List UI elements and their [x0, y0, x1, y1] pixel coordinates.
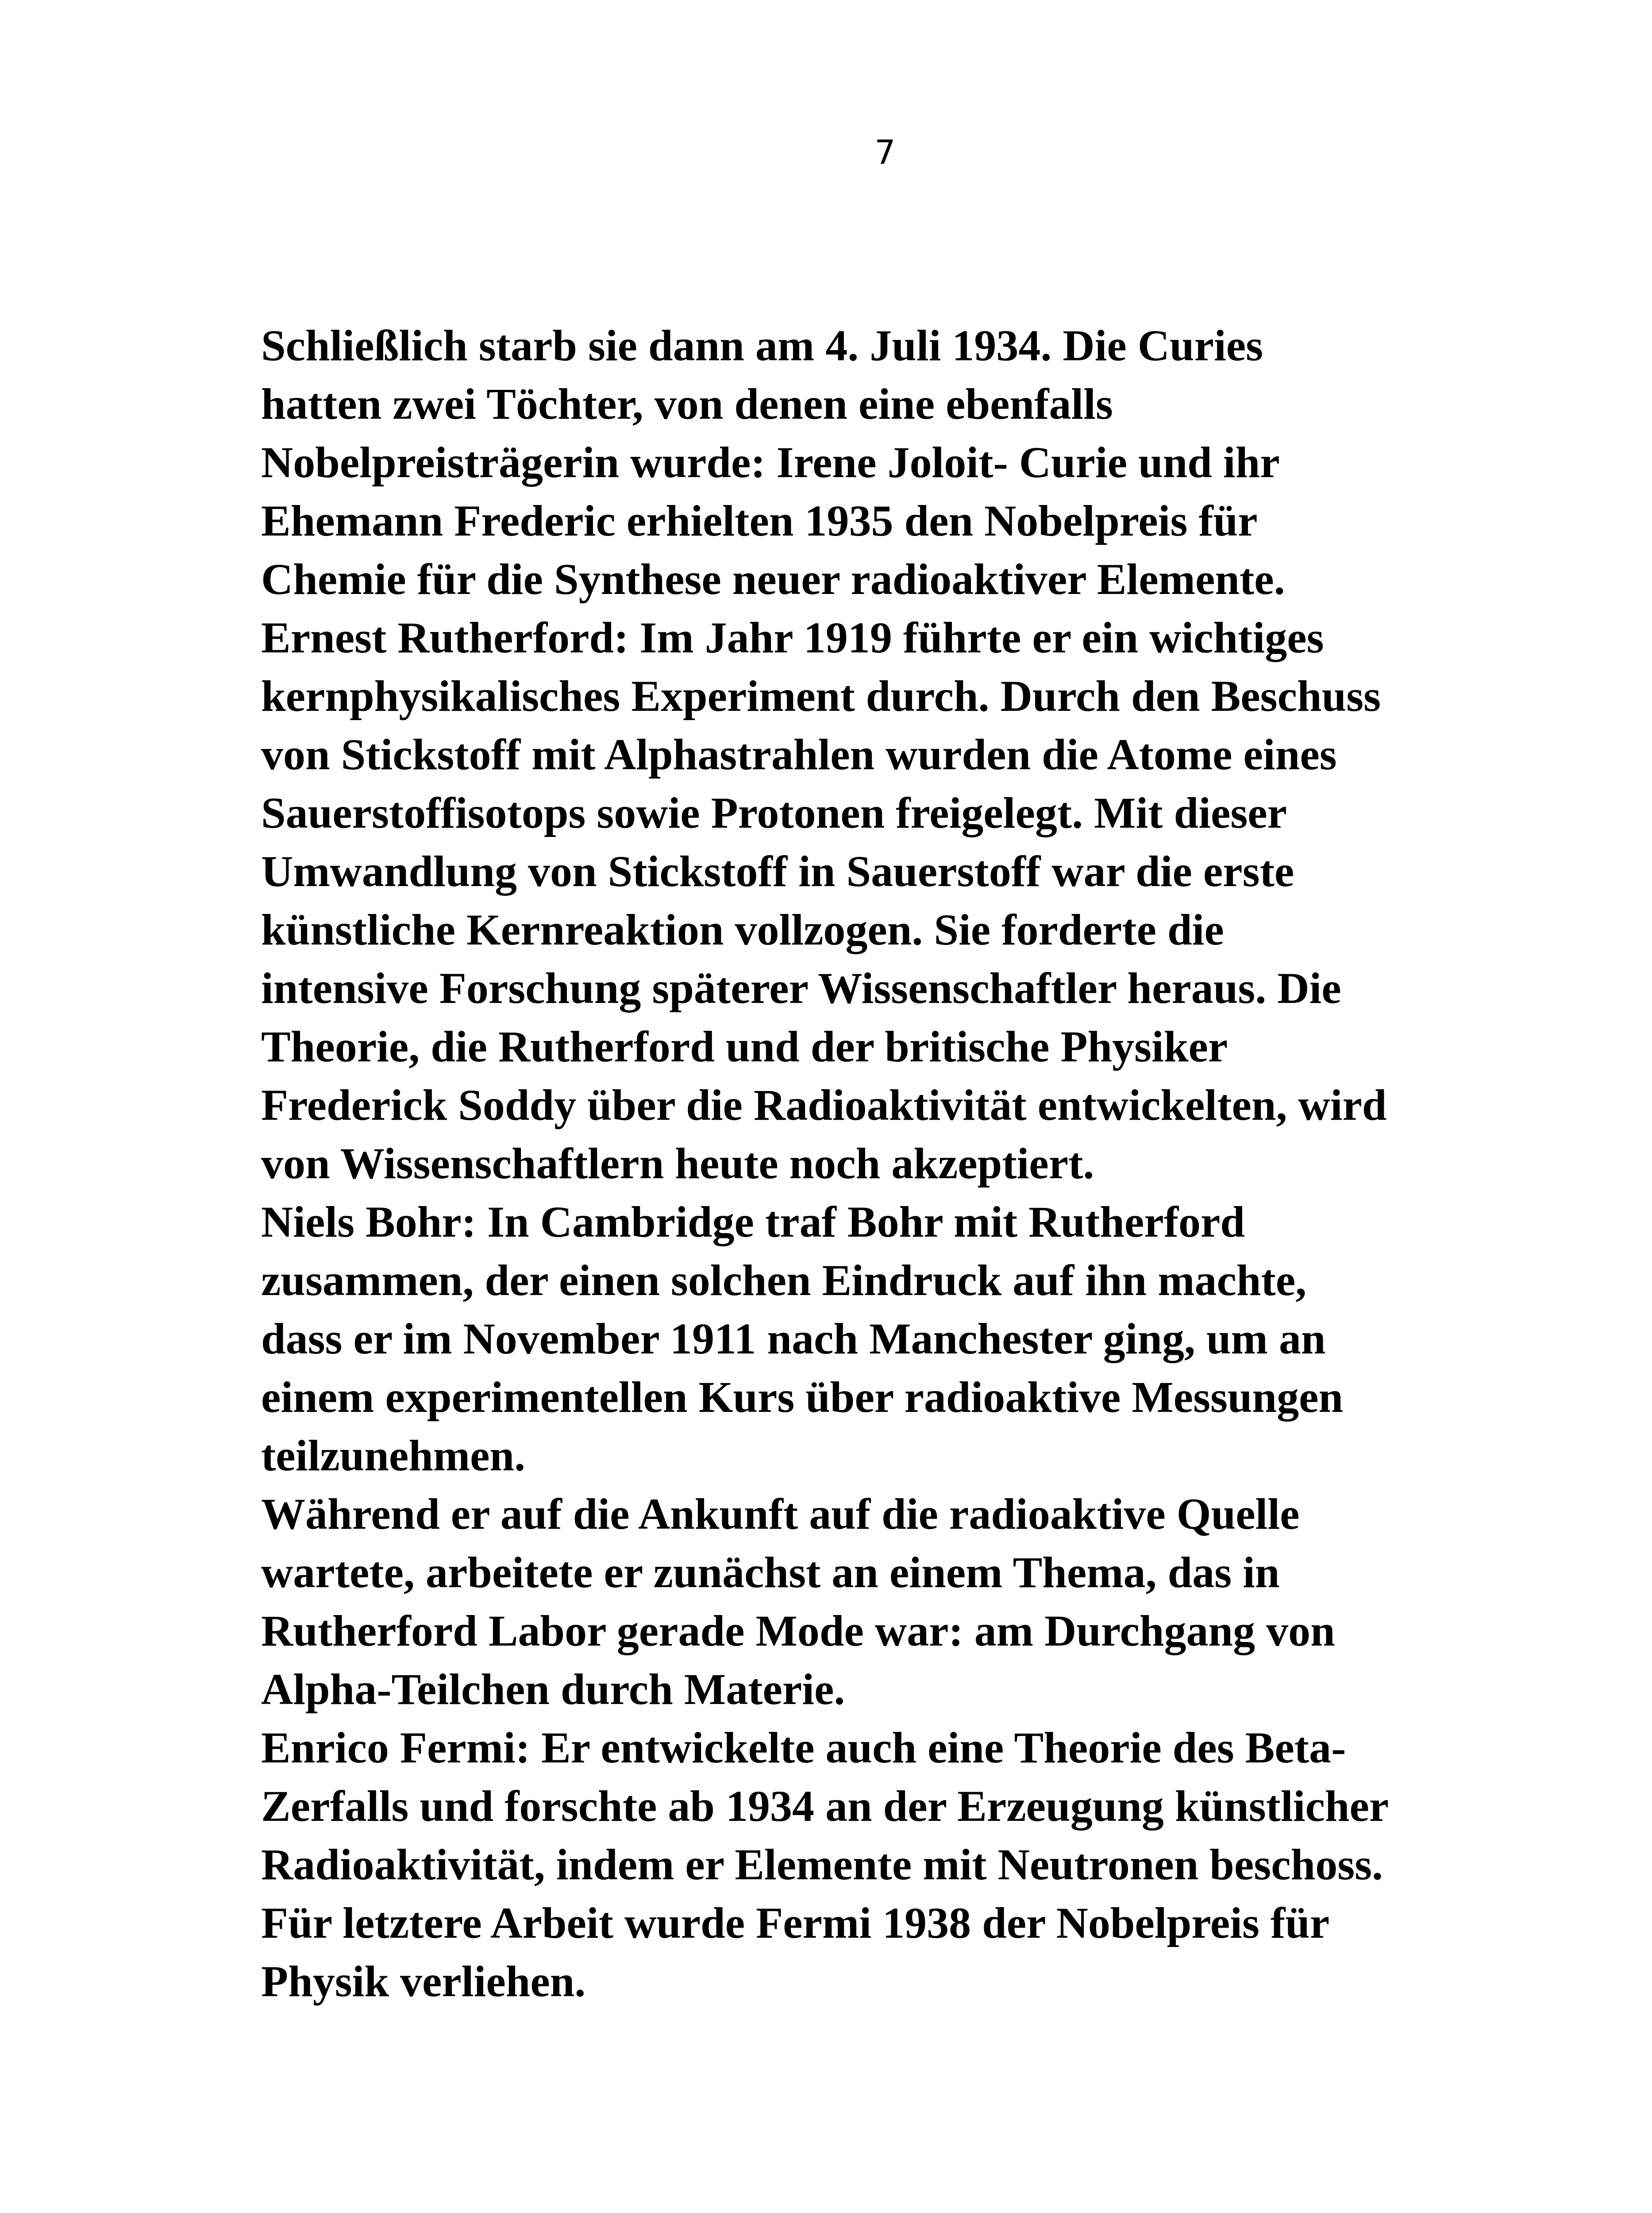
text-line: Nobelpreisträgerin wurde: Irene Joloit- Curie und ihr [261, 438, 1280, 487]
text-line: Während er auf die Ankunft auf die radioaktive Quelle [261, 1489, 1300, 1538]
text-line: Chemie für die Synthese neuer radioaktiver Elemente. [261, 555, 1285, 604]
text-line: intensive Forschung späterer Wissenschaftler heraus. Die [261, 964, 1341, 1013]
text-line: Für letztere Arbeit wurde Fermi 1938 der Nobelpreis für [261, 1898, 1330, 1947]
text-line: Ernest Rutherford: Im Jahr 1919 führte er ein wichtiges [261, 613, 1324, 662]
text-line: Rutherford Labor gerade Mode war: am Durchgang von [261, 1606, 1335, 1655]
text-line: von Stickstoff mit Alphastrahlen wurden die Atome eines [261, 730, 1337, 779]
text-line: Theorie, die Rutherford und der britische Physiker [261, 1022, 1228, 1071]
page-number: 7 [874, 133, 896, 172]
text-line: Frederick Soddy über die Radioaktivität entwickelten, wird [261, 1080, 1387, 1130]
text-line: zusammen, der einen solchen Eindruck auf ihn machte, [261, 1256, 1307, 1305]
text-line: Physik verliehen. [261, 1957, 586, 2006]
text-line: wartete, arbeitete er zunächst an einem Thema, das in [261, 1548, 1280, 1597]
body-text [261, 316, 1544, 2011]
text-line: Sauerstoffisotops sowie Protonen freigelegt. Mit dieser [261, 788, 1287, 837]
text-line: teilzunehmen. [261, 1431, 526, 1480]
text-line: hatten zwei Töchter, von denen eine ebenfalls [261, 379, 1113, 428]
text-line: Schließlich starb sie dann am 4. Juli 1934. Die Curies [261, 321, 1263, 370]
text-line: von Wissenschaftlern heute noch akzeptiert. [261, 1139, 1094, 1188]
text-line: Umwandlung von Stickstoff in Sauerstoff war die erste [261, 847, 1294, 896]
text-line: einem experimentellen Kurs über radioaktive Messungen [261, 1373, 1344, 1422]
text-line: künstliche Kernreaktion vollzogen. Sie forderte die [261, 905, 1224, 954]
text-line: kernphysikalisches Experiment durch. Durch den Beschuss [261, 671, 1381, 721]
text-line: Alpha-Teilchen durch Materie. [261, 1665, 845, 1714]
text-line: Ehemann Frederic erhielten 1935 den Nobelpreis für [261, 496, 1258, 545]
text-line: Niels Bohr: In Cambridge traf Bohr mit Rutherford [261, 1197, 1245, 1246]
text-line: dass er im November 1911 nach Manchester ging, um an [261, 1314, 1326, 1363]
text-line: Radioaktivität, indem er Elemente mit Neutronen beschoss. [261, 1840, 1383, 1889]
text-line: Enrico Fermi: Er entwickelte auch eine Theorie des Beta- [261, 1723, 1346, 1772]
text-line: Zerfalls und forschte ab 1934 an der Erzeugung künstlicher [261, 1781, 1389, 1831]
